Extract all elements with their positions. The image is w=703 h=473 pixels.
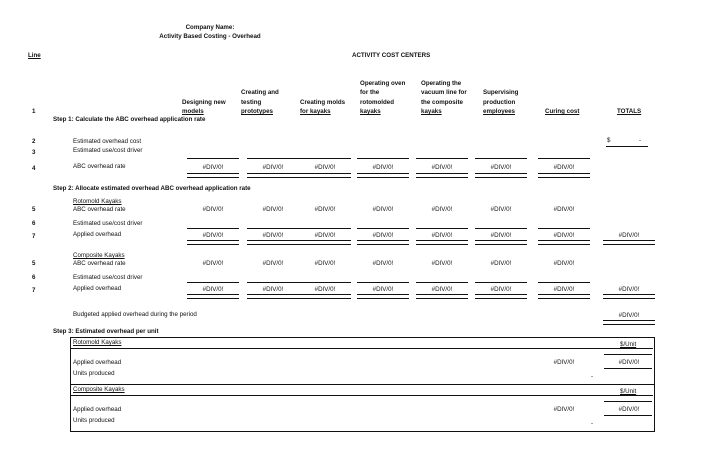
column-header-line: Designing new bbox=[182, 98, 226, 106]
column-header-line: kayaks bbox=[421, 108, 442, 116]
value-cell: #DIV/0! bbox=[262, 164, 284, 171]
per-unit-label: $/Unit bbox=[620, 388, 637, 395]
cell-underline bbox=[357, 228, 409, 229]
step1-title: Step 1: Calculate the ABC overhead application rate bbox=[53, 116, 206, 123]
value-cell: #DIV/0! bbox=[431, 206, 453, 213]
value-cell: #DIV/0! bbox=[372, 286, 394, 293]
column-header-line: Creating and bbox=[241, 89, 279, 97]
value-cell: #DIV/0! bbox=[618, 232, 640, 239]
units-produced-label: Units produced bbox=[73, 417, 115, 424]
total-underline bbox=[538, 173, 590, 178]
total-underline bbox=[603, 294, 655, 299]
total-underline bbox=[416, 173, 468, 178]
value-cell: #DIV/0! bbox=[553, 406, 575, 413]
driver-label: Estimated use/cost driver bbox=[73, 274, 143, 281]
value-cell: #DIV/0! bbox=[553, 164, 575, 171]
column-header-line: TOTALS bbox=[617, 108, 642, 116]
column-header-line: employees bbox=[483, 108, 515, 116]
driver-label: Estimated use/cost driver bbox=[73, 220, 143, 227]
abc-rate-label: ABC overhead rate bbox=[73, 206, 126, 213]
column-header-line: for the bbox=[360, 89, 380, 97]
dash: - bbox=[591, 373, 594, 380]
total-underline bbox=[475, 294, 527, 299]
value-cell: #DIV/0! bbox=[202, 260, 224, 267]
applied-overhead-label: Applied overhead bbox=[73, 406, 122, 413]
value-cell: #DIV/0! bbox=[490, 206, 512, 213]
composite-kayaks-label: Composite Kayaks bbox=[73, 252, 125, 259]
cell-underline bbox=[538, 228, 590, 229]
company-name-label: Company Name: bbox=[185, 24, 235, 31]
cell-underline bbox=[247, 158, 299, 159]
cell-underline bbox=[187, 228, 239, 229]
cell-underline bbox=[299, 228, 351, 229]
cell-underline bbox=[416, 228, 468, 229]
total-underline bbox=[187, 240, 239, 245]
value-cell: #DIV/0! bbox=[314, 232, 336, 239]
value-cell: #DIV/0! bbox=[431, 164, 453, 171]
abc-rate-label: ABC overhead rate bbox=[73, 260, 126, 267]
value-cell: #DIV/0! bbox=[553, 206, 575, 213]
total-underline bbox=[187, 294, 239, 299]
value-cell: #DIV/0! bbox=[314, 206, 336, 213]
column-header bbox=[360, 79, 405, 117]
value-cell: #DIV/0! bbox=[262, 206, 284, 213]
line-number: 2 bbox=[32, 138, 36, 145]
total-underline bbox=[603, 320, 655, 325]
total-underline bbox=[475, 240, 527, 245]
total-underline bbox=[475, 173, 527, 178]
line-number: 5 bbox=[32, 260, 36, 267]
cell-underline bbox=[538, 282, 590, 283]
cell-underline bbox=[416, 282, 468, 283]
total-underline bbox=[357, 173, 409, 178]
cell-underline bbox=[247, 228, 299, 229]
total-underline bbox=[416, 240, 468, 245]
value-cell: #DIV/0! bbox=[431, 232, 453, 239]
value-cell: #DIV/0! bbox=[372, 232, 394, 239]
totals-underline bbox=[606, 146, 648, 147]
step3-title: Step 3: Estimated overhead per unit bbox=[53, 328, 159, 335]
line-number: 6 bbox=[32, 274, 36, 281]
report-subtitle: Activity Based Costing - Overhead bbox=[159, 33, 261, 40]
value-cell: #DIV/0! bbox=[490, 260, 512, 267]
cell-underline bbox=[538, 158, 590, 159]
value-cell: #DIV/0! bbox=[490, 164, 512, 171]
line-column-header: Line bbox=[28, 52, 41, 59]
total-underline bbox=[603, 240, 655, 245]
column-header-line: the composite bbox=[421, 98, 463, 106]
total-underline bbox=[538, 294, 590, 299]
total-underline bbox=[187, 173, 239, 178]
value-cell: #DIV/0! bbox=[262, 232, 284, 239]
total-underline bbox=[299, 173, 351, 178]
cell-underline bbox=[416, 158, 468, 159]
column-header-line: Supervising bbox=[483, 89, 519, 97]
value-cell: #DIV/0! bbox=[202, 232, 224, 239]
estimated-driver-label: Estimated use/cost driver bbox=[73, 147, 143, 154]
value-cell: #DIV/0! bbox=[618, 359, 640, 366]
value-cell: #DIV/0! bbox=[431, 286, 453, 293]
value-cell: #DIV/0! bbox=[553, 286, 575, 293]
column-header bbox=[182, 98, 226, 117]
value-cell: #DIV/0! bbox=[202, 286, 224, 293]
cell-underline bbox=[475, 158, 527, 159]
column-header bbox=[241, 88, 279, 117]
box-divider bbox=[71, 348, 653, 349]
column-header bbox=[483, 88, 518, 117]
rotomold-kayaks-label: Rotomold Kayaks bbox=[73, 198, 122, 205]
cell-underline bbox=[187, 282, 239, 283]
per-unit-label: $/Unit bbox=[620, 341, 637, 348]
column-header-line: Curing cost bbox=[545, 108, 580, 116]
column-header-line: Operating the bbox=[421, 79, 462, 87]
column-header-line: models bbox=[182, 108, 204, 116]
total-underline bbox=[416, 294, 468, 299]
abc-rate-label: ABC overhead rate bbox=[73, 163, 126, 170]
value-cell: #DIV/0! bbox=[262, 286, 284, 293]
value-cell: #DIV/0! bbox=[490, 232, 512, 239]
cell-underline bbox=[357, 158, 409, 159]
line-number: 3 bbox=[32, 149, 36, 156]
activity-cost-centers-header: ACTIVITY COST CENTERS bbox=[352, 52, 431, 59]
column-header-line: kayaks bbox=[360, 108, 381, 116]
dash: - bbox=[591, 420, 594, 427]
total-underline bbox=[357, 294, 409, 299]
line-number: 6 bbox=[32, 220, 36, 227]
cell-underline bbox=[475, 228, 527, 229]
total-underline bbox=[247, 240, 299, 245]
total-underline bbox=[357, 240, 409, 245]
line-number: 4 bbox=[32, 165, 36, 172]
line-number: 5 bbox=[32, 206, 36, 213]
column-header-line: vacuum line for bbox=[421, 89, 467, 97]
value-cell: #DIV/0! bbox=[314, 260, 336, 267]
total-underline bbox=[247, 294, 299, 299]
totals-dash: - bbox=[639, 137, 642, 144]
column-header-line: Creating molds bbox=[300, 98, 346, 106]
value-cell: #DIV/0! bbox=[431, 260, 453, 267]
column-header bbox=[421, 79, 467, 117]
total-underline bbox=[299, 294, 351, 299]
value-cell: #DIV/0! bbox=[202, 164, 224, 171]
cell-underline bbox=[247, 282, 299, 283]
value-cell: #DIV/0! bbox=[618, 286, 640, 293]
cell-underline bbox=[299, 158, 351, 159]
cell-underline bbox=[475, 282, 527, 283]
value-cell: #DIV/0! bbox=[553, 359, 575, 366]
column-header-line: production bbox=[483, 98, 516, 106]
column-header-line: for kayaks bbox=[300, 108, 331, 116]
column-header bbox=[545, 107, 579, 117]
value-cell: #DIV/0! bbox=[553, 260, 575, 267]
step2-title: Step 2: Allocate estimated overhead ABC overhead application rate bbox=[53, 185, 251, 192]
total-underline bbox=[247, 173, 299, 178]
column-header-line: Operating oven bbox=[360, 79, 406, 87]
estimated-overhead-label: Estimated overhead cost bbox=[73, 138, 142, 145]
value-cell: #DIV/0! bbox=[618, 406, 640, 413]
composite-kayaks-label: Composite Kayaks bbox=[73, 386, 125, 393]
budgeted-overhead-label: Budgeted applied overhead during the period bbox=[73, 311, 197, 318]
line-number: 7 bbox=[32, 233, 36, 240]
value-cell: #DIV/0! bbox=[262, 260, 284, 267]
line-number: 7 bbox=[32, 287, 36, 294]
value-cell: #DIV/0! bbox=[490, 286, 512, 293]
cell-underline bbox=[187, 158, 239, 159]
value-cell: #DIV/0! bbox=[314, 164, 336, 171]
column-header-line: testing bbox=[241, 98, 262, 106]
units-produced-label: Units produced bbox=[73, 370, 115, 377]
applied-overhead-label: Applied overhead bbox=[73, 359, 122, 366]
rotomold-kayaks-label: Rotomold Kayaks bbox=[73, 339, 122, 346]
composite-unit-box bbox=[70, 384, 655, 432]
value-cell: #DIV/0! bbox=[372, 260, 394, 267]
column-header bbox=[617, 107, 641, 117]
line-number: 1 bbox=[32, 108, 36, 115]
cell-underline bbox=[357, 282, 409, 283]
applied-overhead-label: Applied overhead bbox=[73, 231, 122, 238]
value-cell: #DIV/0! bbox=[553, 232, 575, 239]
box-divider bbox=[71, 395, 653, 396]
applied-overhead-label: Applied overhead bbox=[73, 285, 122, 292]
cell-underline bbox=[299, 282, 351, 283]
value-cell: #DIV/0! bbox=[618, 312, 640, 319]
value-cell: #DIV/0! bbox=[314, 286, 336, 293]
value-cell: #DIV/0! bbox=[202, 206, 224, 213]
column-header bbox=[300, 98, 345, 117]
value-cell: #DIV/0! bbox=[372, 164, 394, 171]
column-header-line: rotomolded bbox=[360, 98, 395, 106]
totals-dollar-sign: $ bbox=[607, 137, 611, 144]
rotomold-unit-box bbox=[70, 337, 655, 385]
total-underline bbox=[538, 240, 590, 245]
column-header-line: prototypes bbox=[241, 108, 273, 116]
total-underline bbox=[299, 240, 351, 245]
value-cell: #DIV/0! bbox=[372, 206, 394, 213]
